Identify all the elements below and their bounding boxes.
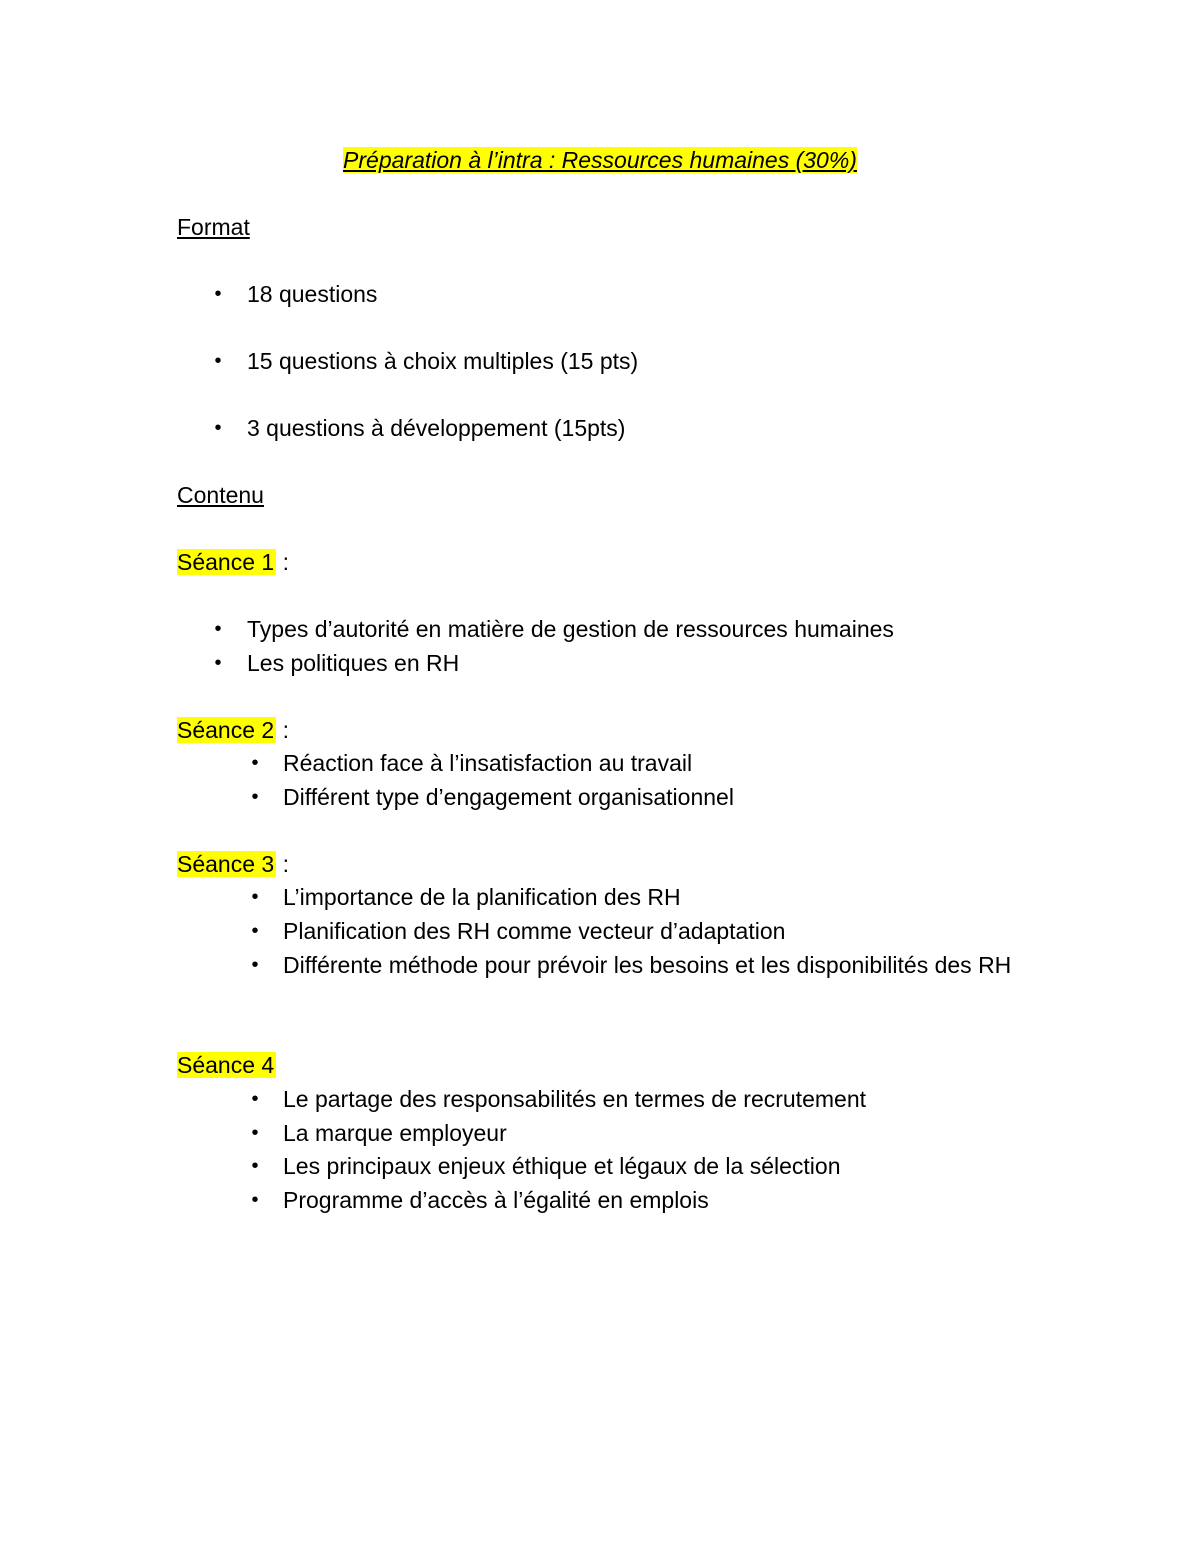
bullet-icon: • <box>251 786 259 808</box>
bullet-icon: • <box>251 1189 259 1211</box>
bullet-icon: • <box>214 417 222 439</box>
format-heading: Format <box>177 214 250 240</box>
bullet-icon: • <box>251 1155 259 1177</box>
session-4-heading <box>177 1050 276 1080</box>
session-1-label: Séance 1 <box>177 549 275 575</box>
session-4-label: Séance 4 <box>177 1052 275 1078</box>
bullet-icon: • <box>214 652 222 674</box>
bullet-icon: • <box>214 618 222 640</box>
bullet-icon: • <box>251 954 259 976</box>
bullet-icon: • <box>214 283 222 305</box>
bullet-icon: • <box>251 1088 259 1110</box>
session-3-label: Séance 3 <box>177 851 275 877</box>
bullet-icon: • <box>214 350 222 372</box>
bullet-icon: • <box>251 920 259 942</box>
bullet-icon: • <box>251 1122 259 1144</box>
content-heading: Contenu <box>177 482 264 508</box>
document-page: Préparation à l’intra : Ressources humaines (30%) Format • 18 questions • 15 questions à choix multiples (15 pts) • 3 questions à développement (15pts) Contenu Séance 1 : • Types d’autorité en matière de gestion de ressources humaines • Les politiques en RH Séance 2 : • Réaction face à l’insatisfaction au travail • Différent type d’engagement organisationnel Séance 3 : • L’importance de la planification des RH • Planification des RH comme vecteur d’adaptation • Différente méthode pour prévoir les besoins et les disponibilités des RH Séance 4 • Le partage des responsabilités en termes de recrutement • La marque employeur • Les principaux enjeux éthique et légaux de la sélection • Programme d’accès à l’égalité en emplois <box>0 0 1200 1553</box>
bullet-icon: • <box>251 752 259 774</box>
document-title-text: Préparation à l’intra : Ressources humaines (30%) <box>343 147 857 173</box>
session-2-heading: Séance 2 : <box>177 717 289 743</box>
session-1-heading: Séance 1 : <box>177 549 289 575</box>
document-title <box>0 145 1200 175</box>
bullet-icon: • <box>251 886 259 908</box>
session-3-heading: Séance 3 : <box>177 851 289 877</box>
session-2-label: Séance 2 <box>177 717 275 743</box>
